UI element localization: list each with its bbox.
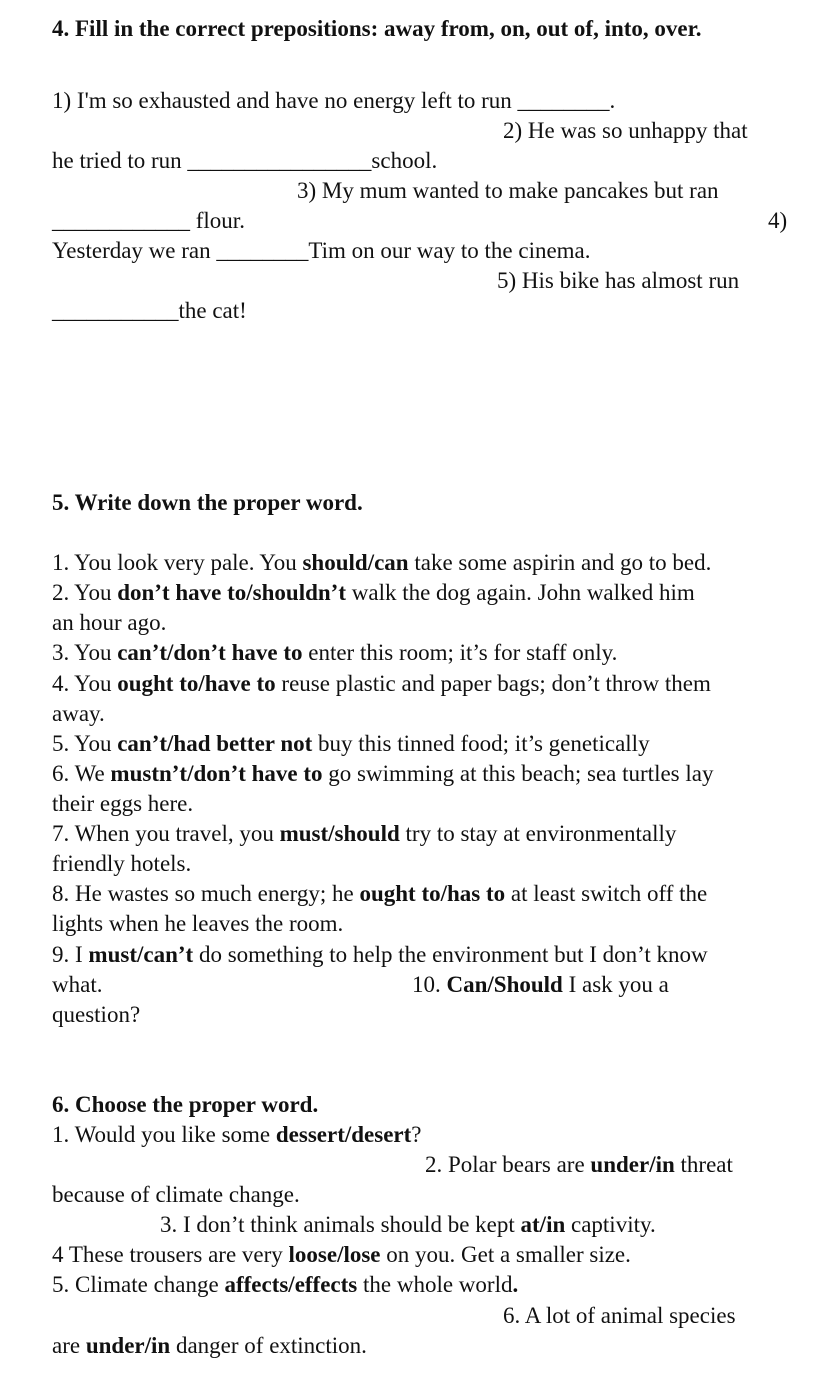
s4-line-3a: 3) My mum wanted to make pancakes but ran [297, 178, 719, 203]
s5-item-10: 10. Can/Should I ask you a [412, 972, 669, 997]
section-4-heading: 4. Fill in the correct prepositions: away from, on, out of, into, over. [52, 16, 702, 41]
s5-item-10-cont: question? [52, 1002, 141, 1027]
s5-item-9: 9. I must/can’t do something to help the environment but I don’t know [52, 942, 708, 967]
s5-item-9-cont: what. [52, 972, 103, 997]
s5-item-3: 3. You can’t/don’t have to enter this room; it’s for staff only. [52, 640, 618, 665]
s6-item-2-cont: because of climate change. [52, 1182, 300, 1207]
s5-item-4-cont: away. [52, 701, 105, 726]
s6-item-2: 2. Polar bears are under/in threat [425, 1152, 733, 1177]
s5-item-4: 4. You ought to/have to reuse plastic and paper bags; don’t throw them [52, 671, 711, 696]
s5-item-1: 1. You look very pale. You should/can take some aspirin and go to bed. [52, 550, 712, 575]
s5-item-2-cont: an hour ago. [52, 610, 167, 635]
s5-item-5: 5. You can’t/had better not buy this tinned food; it’s genetically [52, 731, 650, 756]
s4-line-2b: he tried to run ________________school. [52, 148, 438, 173]
s4-line-2a: 2) He was so unhappy that [503, 118, 748, 143]
s4-line-4b: Yesterday we ran ________Tim on our way to the cinema. [52, 238, 591, 263]
s5-item-7: 7. When you travel, you must/should try to stay at environmentally [52, 821, 677, 846]
s5-item-6-cont: their eggs here. [52, 791, 194, 816]
s6-item-6: 6. A lot of animal species [503, 1303, 736, 1328]
s5-item-8: 8. He wastes so much energy; he ought to/has to at least switch off the [52, 881, 708, 906]
s5-item-8-cont: lights when he leaves the room. [52, 911, 344, 936]
s6-item-3: 3. I don’t think animals should be kept at/in captivity. [160, 1212, 656, 1237]
s4-line-1: 1) I'm so exhausted and have no energy left to run ________. [52, 88, 616, 113]
s5-item-2: 2. You don’t have to/shouldn’t walk the dog again. John walked him [52, 580, 695, 605]
section-5-heading: 5. Write down the proper word. [52, 490, 363, 515]
s6-item-6-cont: are under/in danger of extinction. [52, 1333, 367, 1358]
s5-item-7-cont: friendly hotels. [52, 851, 192, 876]
s6-item-4: 4 These trousers are very loose/lose on you. Get a smaller size. [52, 1242, 631, 1267]
s4-line-4a: 4) [768, 208, 788, 233]
s4-line-5b: ___________the cat! [52, 298, 247, 323]
s4-line-3b: ____________ flour. [52, 208, 245, 233]
s6-item-1: 1. Would you like some dessert/desert? [52, 1122, 422, 1147]
section-6-heading: 6. Choose the proper word. [52, 1092, 319, 1117]
s5-item-6: 6. We mustn’t/don’t have to go swimming at this beach; sea turtles lay [52, 761, 714, 786]
s4-line-5a: 5) His bike has almost run [497, 268, 740, 293]
s6-item-5: 5. Climate change affects/effects the whole world. [52, 1272, 519, 1297]
